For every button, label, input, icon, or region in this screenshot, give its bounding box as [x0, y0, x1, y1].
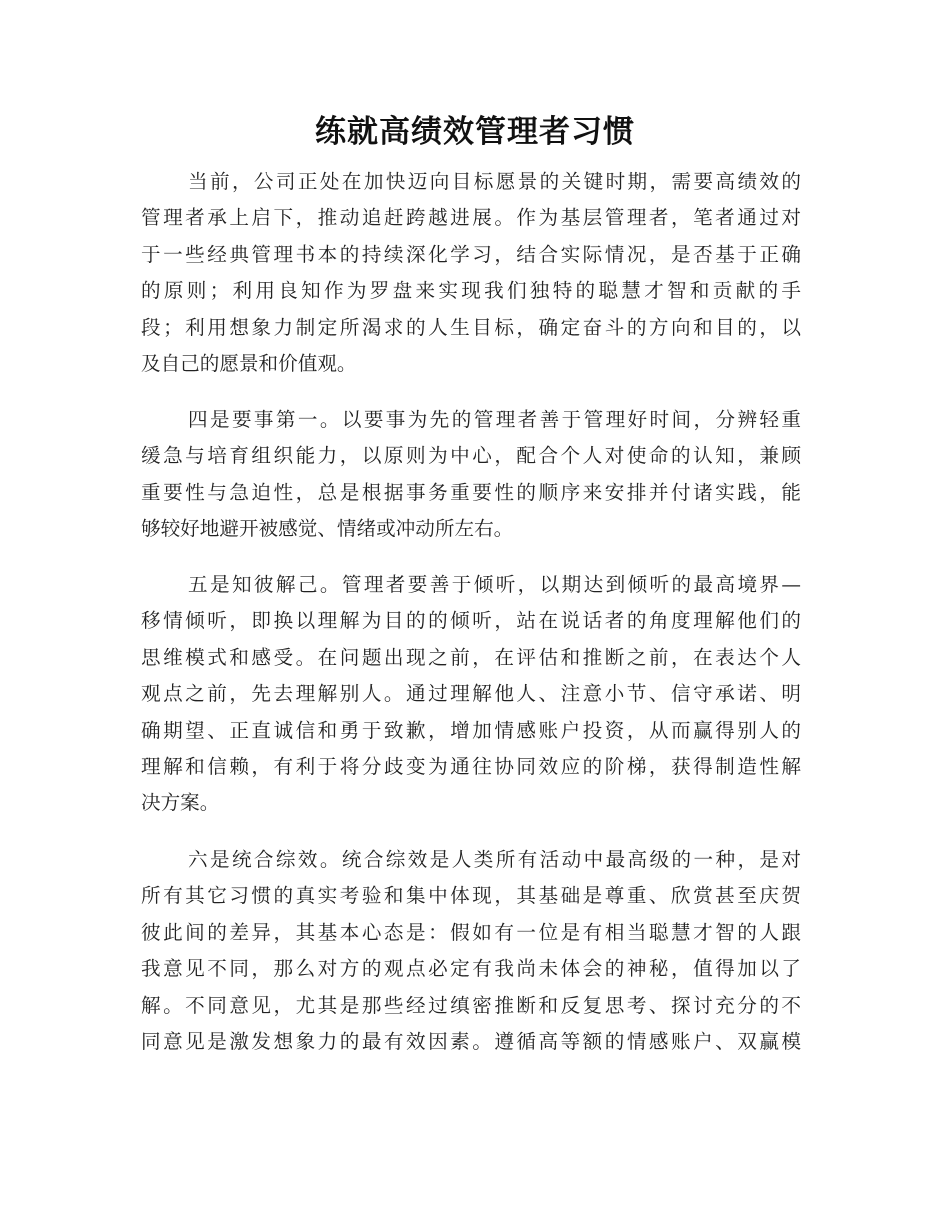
paragraph-habit-5 [141, 567, 801, 822]
text-line: 六是统合综效。统合综效是人类所有活动中最高级的一种，是对 [188, 848, 801, 871]
text-line: 彼此间的差异，其基本心态是：假如有一位是有相当聪慧才智的人跟 [141, 920, 801, 944]
text-line: 思维模式和感受。在问题出现之前，在评估和推断之前，在表达个人 [141, 645, 801, 669]
text-line: 当前，公司正处在加快迈向目标愿景的关键时期，需要高绩效的 [188, 170, 801, 193]
text-line: 理解和信赖，有利于将分歧变为通往协同效应的阶梯，获得制造性解 [141, 754, 801, 778]
text-line: 我意见不同，那么对方的观点必定有我尚未体会的神秘，值得加以了 [141, 957, 801, 981]
text-line: 段；利用想象力制定所渴求的人生目标，确定奋斗的方向和目的，以 [141, 315, 801, 339]
paragraph-habit-6 [141, 842, 801, 1060]
text-line: 重要性与急迫性，总是根据事务重要性的顺序来安排并付诸实践，能 [141, 480, 801, 504]
text-line: 的原则；利用良知作为罗盘来实现我们独特的聪慧才智和贡献的手 [141, 279, 801, 303]
text-line: 够较好地避开被感觉、情绪或冲动所左右。 [141, 517, 514, 541]
text-line: 管理者承上启下，推动追赶跨越进展。作为基层管理者，笔者通过对 [141, 206, 801, 230]
text-line: 四是要事第一。以要事为先的管理者善于管理好时间，分辨轻重 [188, 408, 801, 431]
text-line: 五是知彼解己。管理者要善于倾听，以期达到倾听的最高境界— [188, 573, 801, 596]
text-line: 确期望、正直诚信和勇于致歉，增加情感账户投资，从而赢得别人的 [141, 718, 801, 742]
text-line: 决方案。 [141, 791, 220, 815]
text-line: 所有其它习惯的真实考验和集中体现，其基础是尊重、欣赏甚至庆贺 [141, 884, 801, 908]
text-line: 移情倾听，即换以理解为目的的倾听，站在说话者的角度理解他们的 [141, 609, 801, 633]
text-line: 同意见是激发想象力的最有效因素。遵循高等额的情感账户、双赢模 [141, 1029, 801, 1053]
text-line: 及自己的愿景和价值观。 [141, 351, 357, 375]
text-line: 缓急与培育组织能力，以原则为中心，配合个人对使命的认知，兼顾 [141, 444, 801, 468]
text-line: 解。不同意见，尤其是那些经过缜密推断和反复思考、探讨充分的不 [141, 993, 801, 1017]
paragraph-intro [141, 164, 801, 382]
text-line: 于一些经典管理书本的持续深化学习，结合实际情况，是否基于正确 [141, 242, 801, 266]
text-line: 观点之前，先去理解别人。通过理解他人、注意小节、信守承诺、明 [141, 682, 801, 706]
paragraph-habit-4 [141, 402, 801, 548]
document-title: 练就高绩效管理者习惯 [315, 114, 635, 150]
